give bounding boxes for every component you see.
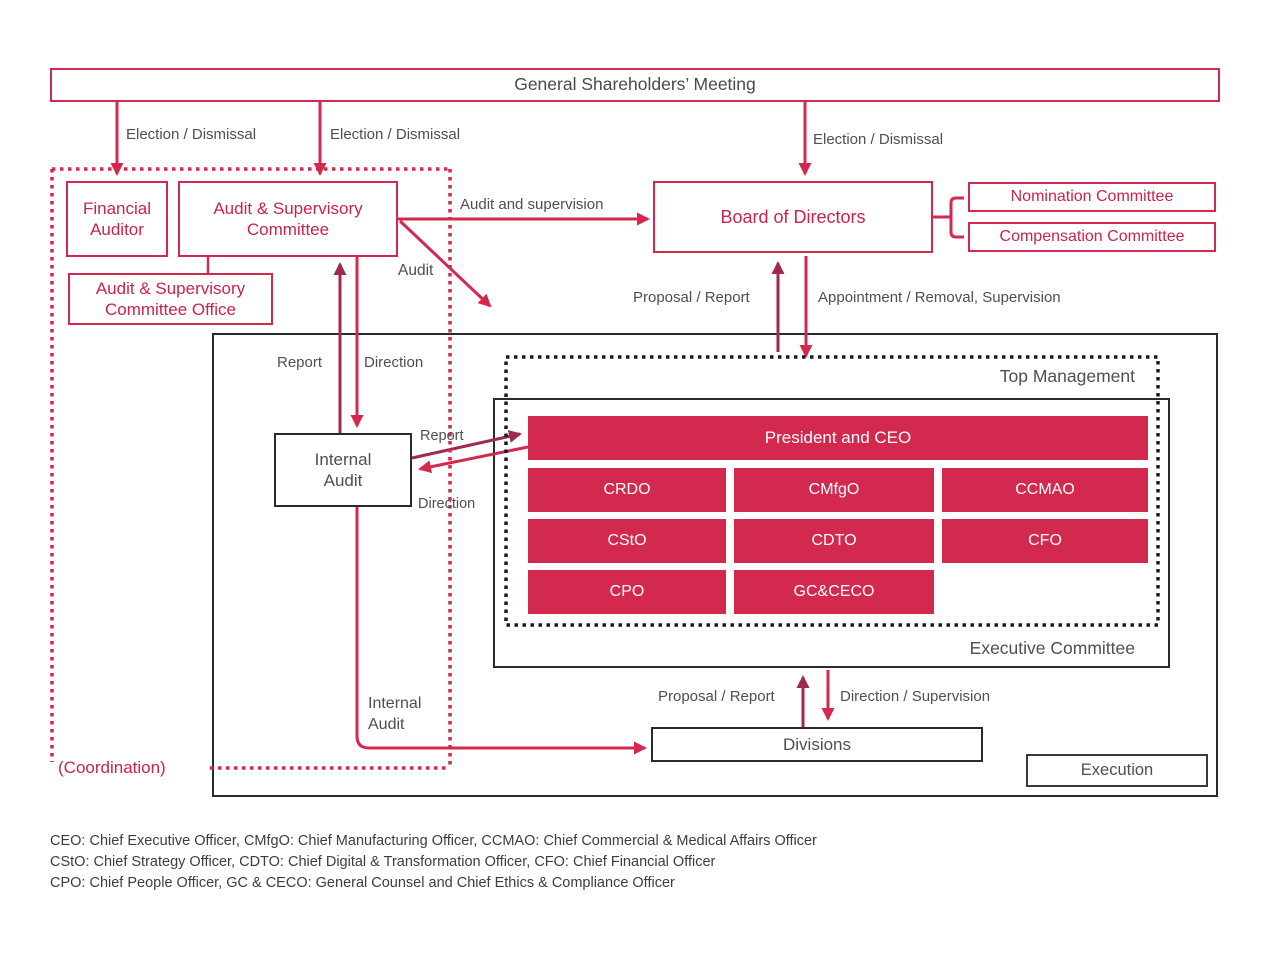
internal-audit-box [274, 433, 412, 507]
election-dismissal-label-3: Election / Dismissal [813, 131, 944, 148]
proposal-report-top-label: Proposal / Report [633, 289, 750, 306]
coordination-label: (Coordination) [58, 758, 166, 777]
top-management-label: Top Management [999, 366, 1135, 386]
officer-box-cmfgo [734, 468, 934, 512]
executive-committee-label: Executive Committee [969, 638, 1135, 658]
direction-vertical-label: Direction [364, 354, 424, 371]
officer-label: GC&CECO [793, 583, 875, 600]
bracket-board-committees [933, 198, 964, 237]
internal-audit-label: Internal Audit [314, 449, 372, 490]
officer-box-crdo [528, 468, 726, 512]
officer-label: CRDO [603, 481, 651, 498]
president-and-ceo-box [528, 416, 1148, 460]
board-of-directors-label: Board of Directors [720, 206, 866, 227]
execution-box [1026, 754, 1208, 787]
audit-supervisory-committee-box [178, 181, 398, 257]
election-dismissal-label-2: Election / Dismissal [330, 126, 461, 143]
divisions-box [651, 727, 983, 762]
proposal-report-bottom-label: Proposal / Report [658, 688, 775, 705]
footnote-line-1: CEO: Chief Executive Officer, CMfgO: Chief Manufacturing Officer, CCMAO: Chief Commercial & Medical Affairs Officer [50, 833, 817, 849]
board-of-directors-box [653, 181, 933, 253]
officer-label: CStO [607, 532, 647, 549]
direction-diagonal-label: Direction [418, 496, 476, 512]
footnote-line-3: CPO: Chief People Officer, GC & CECO: General Counsel and Chief Ethics & Compliance Officer [50, 875, 675, 891]
president-and-ceo-label: President and CEO [764, 428, 912, 447]
audit-label: Audit [398, 262, 434, 279]
compensation-committee-box [968, 222, 1216, 252]
audit-supervisory-committee-office-label: Audit & Supervisory Committee Office [95, 278, 246, 319]
officer-box-cdto [734, 519, 934, 563]
officer-box-ccmao [942, 468, 1148, 512]
direction-supervision-label: Direction / Supervision [840, 688, 991, 705]
officer-box-cfo [942, 519, 1148, 563]
footnote-line-2: CStO: Chief Strategy Officer, CDTO: Chief Digital & Transformation Officer, CFO: Chief Financial Officer [50, 854, 716, 870]
report-vertical-label: Report [277, 354, 323, 371]
officer-box-csto [528, 519, 726, 563]
financial-auditor-label: Financial Auditor [82, 198, 152, 239]
election-dismissal-label-1: Election / Dismissal [126, 126, 257, 143]
officer-label: CFO [1028, 532, 1062, 549]
execution-label: Execution [1080, 761, 1154, 780]
officer-box-gcceco [734, 570, 934, 614]
officer-label: CMfgO [808, 481, 860, 498]
general-shareholders-meeting-box [50, 68, 1220, 102]
financial-auditor-box [66, 181, 168, 257]
officer-label: CCMAO [1015, 481, 1075, 498]
internal-audit-flow-label: Internal Audit [368, 695, 422, 733]
report-diagonal-label: Report [420, 428, 464, 444]
officer-label: CPO [609, 583, 645, 600]
nomination-committee-box [968, 182, 1216, 212]
officer-label: CDTO [811, 532, 857, 549]
nomination-committee-label: Nomination Committee [1010, 188, 1174, 205]
general-shareholders-meeting-label: General Shareholders’ Meeting [514, 74, 756, 95]
divisions-label: Divisions [782, 734, 852, 754]
appointment-removal-supervision-label: Appointment / Removal, Supervision [818, 289, 1061, 306]
compensation-committee-label: Compensation Committee [999, 228, 1185, 245]
officer-box-cpo [528, 570, 726, 614]
audit-supervisory-committee-label: Audit & Supervisory Committee [213, 198, 363, 239]
audit-and-supervision-label: Audit and supervision [460, 196, 604, 213]
audit-supervisory-committee-office-box [68, 273, 273, 325]
